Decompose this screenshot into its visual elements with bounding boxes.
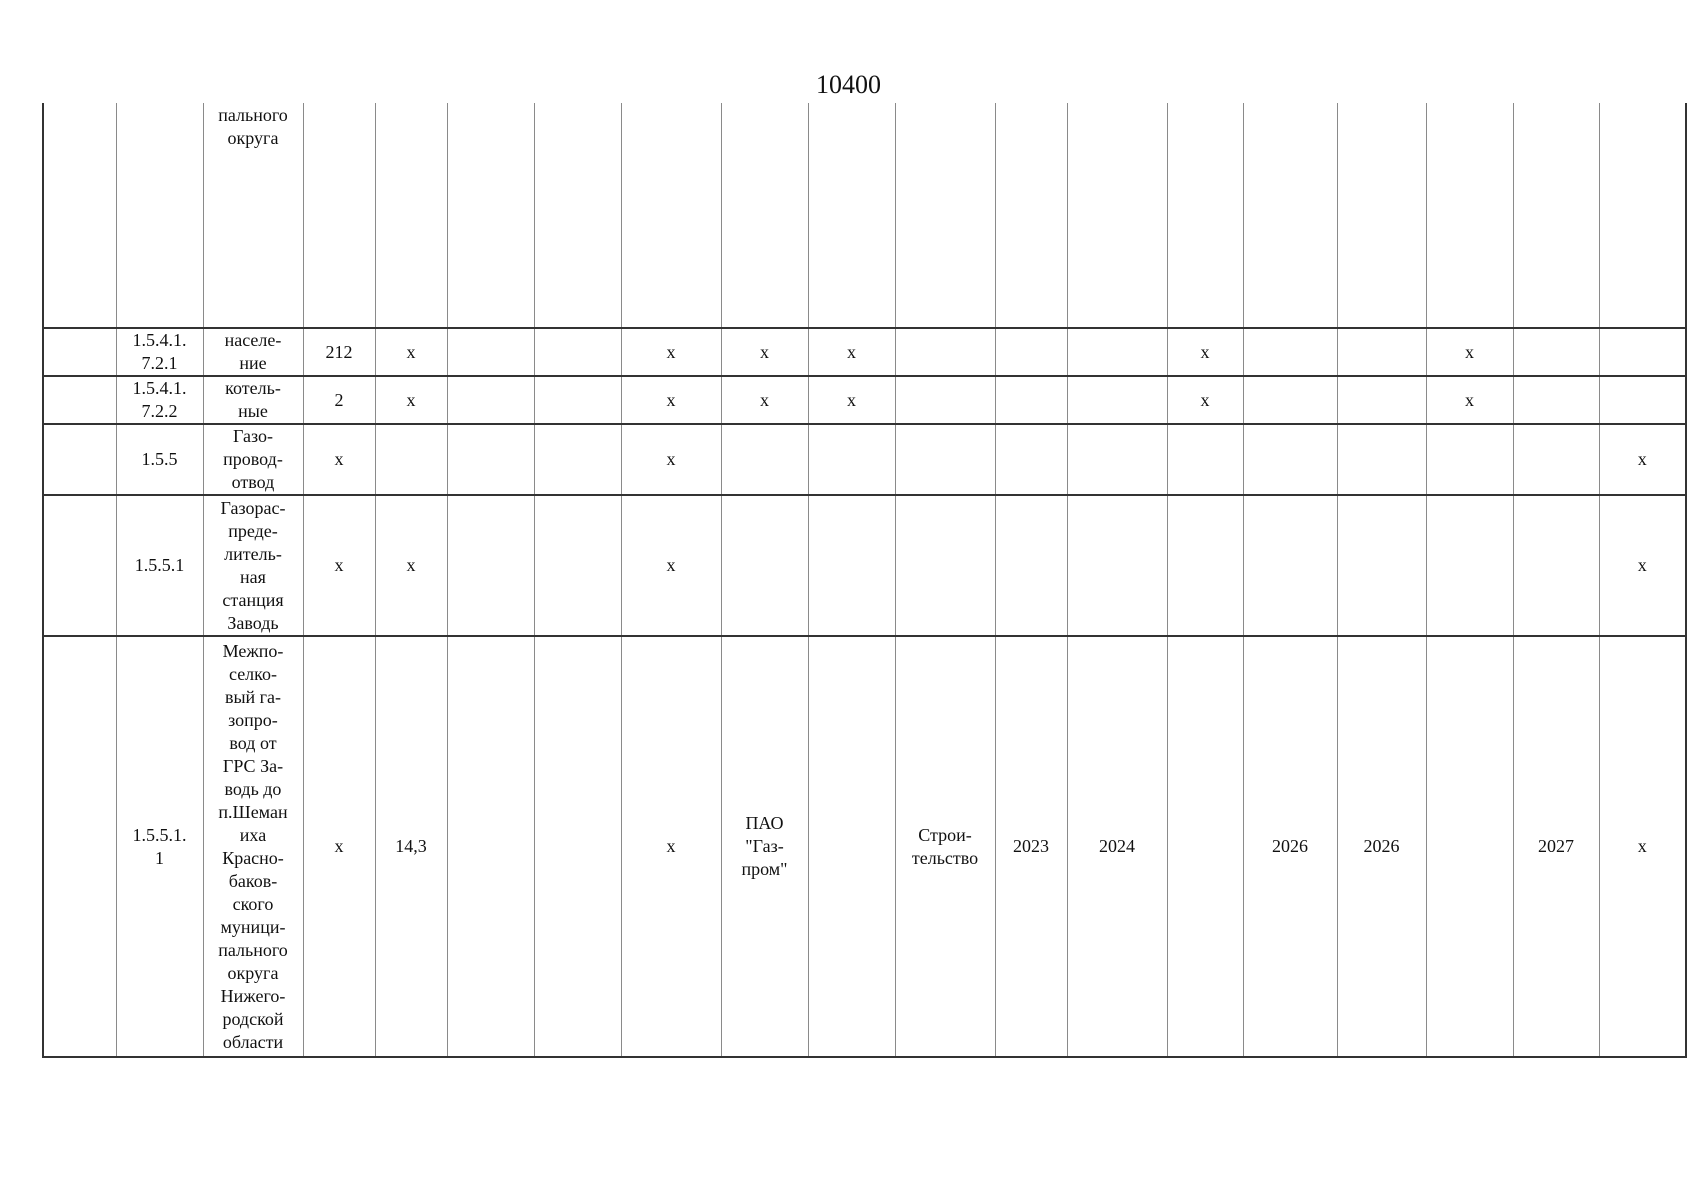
table-row [43,328,1686,376]
table-cell [43,424,116,495]
table-cell [1167,636,1243,1057]
table-cell [1067,103,1167,328]
table-cell [808,495,895,636]
table-cell [895,328,995,376]
row-name-cell: пального округа [203,103,303,328]
table-cell: х [1426,376,1513,424]
table-cell [1167,495,1243,636]
table-cell: 14,3 [375,636,447,1057]
table-cell [534,376,621,424]
table-cell [895,103,995,328]
table-cell [43,636,116,1057]
table-row [43,103,1686,328]
table-cell [1599,103,1686,328]
table-cell: 212 [303,328,375,376]
table-cell [1067,376,1167,424]
table-cell [895,424,995,495]
table-cell [1243,103,1337,328]
table-cell [43,328,116,376]
table-cell [534,636,621,1057]
row-name-cell: населе- ние [203,328,303,376]
table-cell [721,424,808,495]
page-number: 10400 [816,70,881,99]
table-cell [1337,103,1426,328]
table-cell: х [808,328,895,376]
table-cell [534,103,621,328]
table-cell [808,636,895,1057]
organization-cell: ПАО "Газ- пром" [721,636,808,1057]
table-cell: х [1167,376,1243,424]
table-cell [1513,376,1599,424]
row-name-cell: Газо- провод- отвод [203,424,303,495]
table-cell [1426,103,1513,328]
table-cell [447,328,534,376]
table-cell [1426,636,1513,1057]
table-cell [447,424,534,495]
table-cell [721,495,808,636]
table-cell [721,103,808,328]
table-cell: х [1599,636,1686,1057]
table-cell: х [721,328,808,376]
row-id-cell: 1.5.5.1. 1 [116,636,203,1057]
table-cell [808,103,895,328]
table-cell: х [375,495,447,636]
row-id-cell: 1.5.5 [116,424,203,495]
year-cell: 2027 [1513,636,1599,1057]
table-cell: х [721,376,808,424]
table-cell: 2 [303,376,375,424]
table-cell [995,424,1067,495]
table-cell [1243,328,1337,376]
table-cell [995,376,1067,424]
table-cell [1513,103,1599,328]
row-name-cell: Межпо- селко- вый га- зопро- вод от ГРС За- водь до п.Шеман иха Красно- баков- ского муници- пального округа Нижего- родской области [203,636,303,1057]
table-cell [447,636,534,1057]
table-cell [1513,495,1599,636]
row-id-cell: 1.5.5.1 [116,495,203,636]
table-cell [1599,376,1686,424]
table-cell [1067,495,1167,636]
table-cell [447,103,534,328]
table-cell [1513,328,1599,376]
table-cell: х [621,424,721,495]
table-cell: х [621,376,721,424]
table-cell [1337,424,1426,495]
table-cell: х [303,636,375,1057]
table-cell: х [1599,495,1686,636]
table-cell [895,376,995,424]
table-cell [995,495,1067,636]
table-cell [43,495,116,636]
row-id-cell: 1.5.4.1. 7.2.1 [116,328,203,376]
table-cell [1337,328,1426,376]
table-cell [375,424,447,495]
year-cell: 2026 [1243,636,1337,1057]
table-cell [1167,103,1243,328]
table-cell [1337,495,1426,636]
table-cell [1337,376,1426,424]
year-cell: 2024 [1067,636,1167,1057]
table-cell [1067,424,1167,495]
table-cell [1243,495,1337,636]
table-cell [303,103,375,328]
table-cell [1513,424,1599,495]
row-name-cell: котель- ные [203,376,303,424]
table-cell [43,376,116,424]
table-cell [43,103,116,328]
table-cell [808,424,895,495]
table-cell: х [621,328,721,376]
table-cell [1167,424,1243,495]
table-cell [1599,328,1686,376]
table-row [43,495,1686,636]
table-cell: х [303,495,375,636]
table-row [43,376,1686,424]
year-cell: 2026 [1337,636,1426,1057]
work-type-cell: Строи- тельство [895,636,995,1057]
table-cell [447,495,534,636]
table-cell [621,103,721,328]
table-cell [1067,328,1167,376]
table-row [43,424,1686,495]
table-cell [995,328,1067,376]
table-cell [375,103,447,328]
table-cell [447,376,534,424]
table-cell [1243,376,1337,424]
table-cell: х [1426,328,1513,376]
table-cell: х [375,328,447,376]
table-cell [1243,424,1337,495]
table-cell [895,495,995,636]
row-name-cell: Газорас- преде- литель- ная станция Заводь [203,495,303,636]
table-cell: х [375,376,447,424]
table-cell: х [621,495,721,636]
table-cell [1426,495,1513,636]
table-cell [534,328,621,376]
table-cell: х [303,424,375,495]
table-cell [1426,424,1513,495]
table-cell [116,103,203,328]
year-cell: 2023 [995,636,1067,1057]
table-row [43,636,1686,1057]
table-cell: х [621,636,721,1057]
row-id-cell: 1.5.4.1. 7.2.2 [116,376,203,424]
table-cell [534,424,621,495]
table-cell [534,495,621,636]
table-cell: х [1599,424,1686,495]
data-table [42,103,1687,1058]
table-cell: х [1167,328,1243,376]
table-cell: х [808,376,895,424]
table-cell [995,103,1067,328]
